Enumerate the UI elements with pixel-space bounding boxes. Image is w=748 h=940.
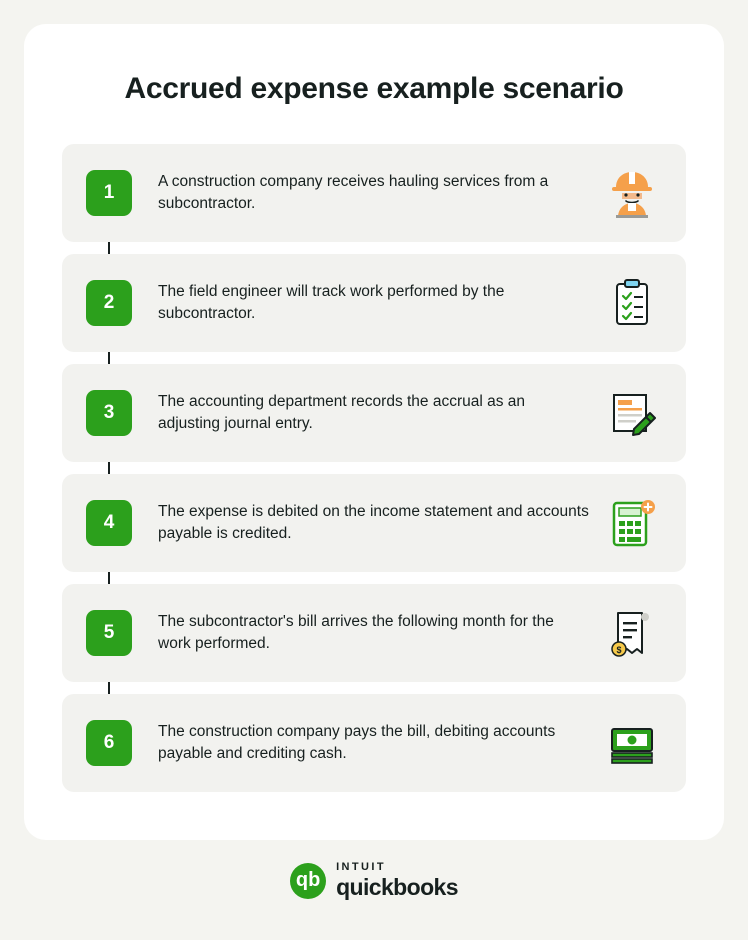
clipboard-checklist-icon	[600, 271, 664, 335]
info-card	[24, 24, 724, 840]
list-item	[62, 474, 686, 572]
step-text: The subcontractor's bill arrives the following month for the work performed.	[158, 612, 554, 652]
list-item	[62, 694, 686, 792]
step-text: The accounting department records the accrual as an adjusting journal entry.	[158, 392, 526, 432]
step-text: A construction company receives hauling services from a subcontractor.	[158, 172, 549, 212]
step-number-badge: 6	[86, 720, 132, 766]
list-item	[62, 254, 686, 352]
cash-stack-icon	[600, 711, 664, 775]
svg-text:$: $	[616, 645, 622, 655]
brand-text	[336, 862, 458, 899]
invoice-bill-icon	[600, 601, 664, 665]
list-item	[62, 584, 686, 682]
list-item	[62, 144, 686, 242]
step-number-badge: 3	[86, 390, 132, 436]
step-number-badge: 1	[86, 170, 132, 216]
step-text: The expense is debited on the income statement and accounts payable is credited.	[158, 502, 589, 542]
calculator-icon	[600, 491, 664, 555]
step-text: The construction company pays the bill, debiting accounts payable and crediting cash.	[158, 722, 556, 762]
brand-intuit-label: INTUIT	[336, 861, 386, 873]
brand-logo	[0, 862, 748, 899]
step-text: The field engineer will track work performed by the subcontractor.	[158, 282, 505, 322]
step-number-badge: 2	[86, 280, 132, 326]
page-title: Accrued expense example scenario	[124, 72, 624, 105]
list-item	[62, 364, 686, 462]
journal-entry-pen-icon	[600, 381, 664, 445]
quickbooks-mark-icon: qb	[290, 863, 326, 899]
step-number-badge: 5	[86, 610, 132, 656]
step-number-badge: 4	[86, 500, 132, 546]
construction-worker-icon	[600, 161, 664, 225]
brand-quickbooks-label: quickbooks	[336, 874, 458, 900]
steps-list	[62, 144, 686, 804]
